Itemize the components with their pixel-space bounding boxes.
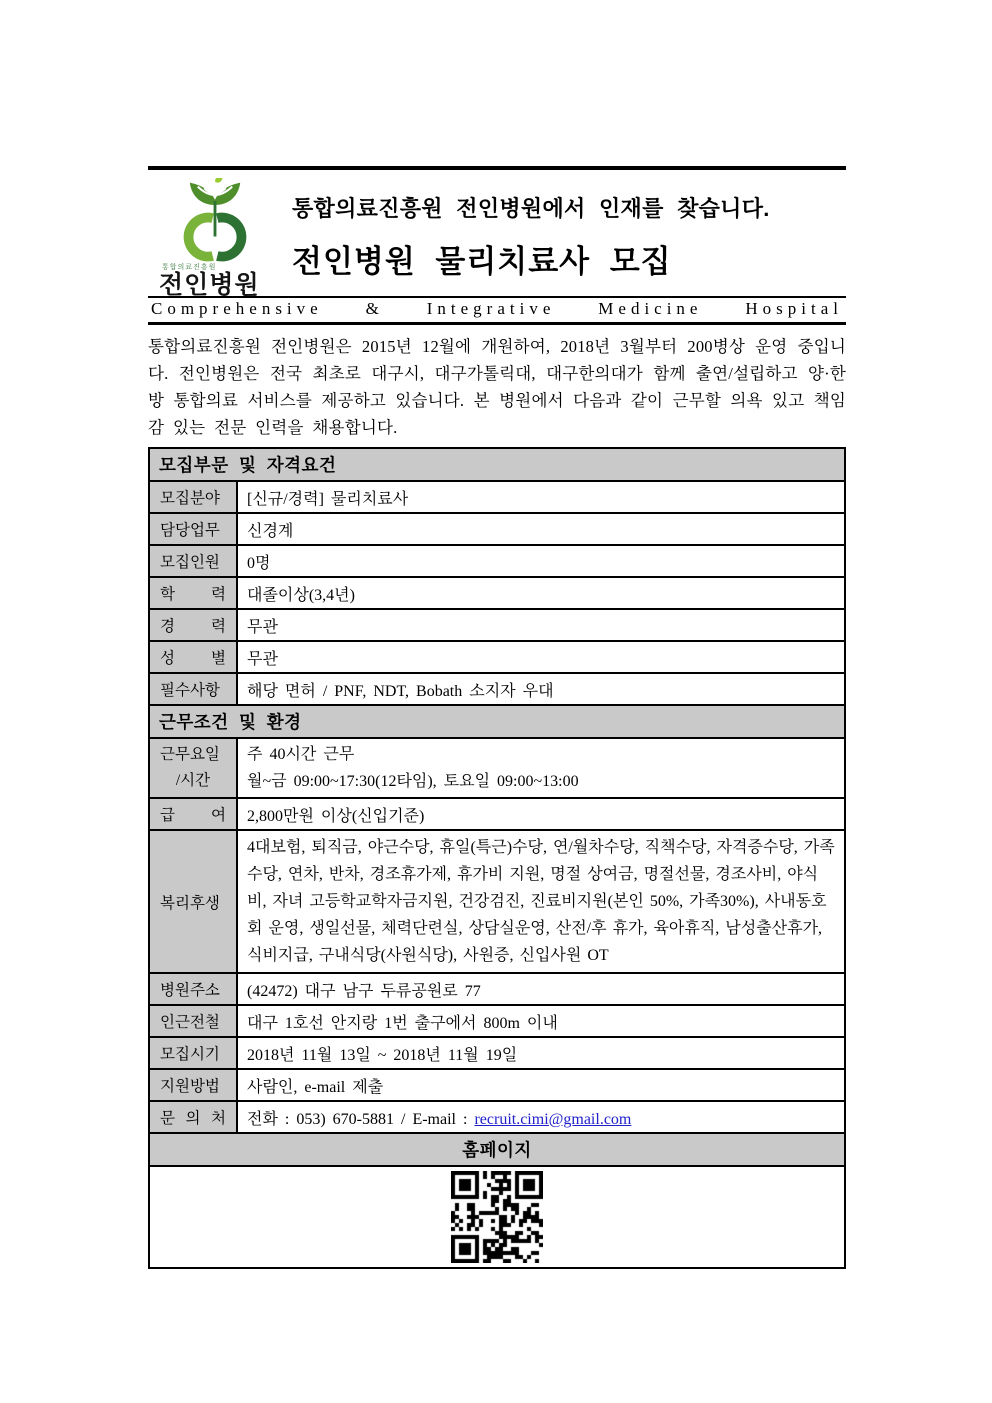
row-value: 무관	[237, 609, 845, 641]
row-label: 성 별	[149, 641, 237, 673]
logo-org-small-text: 통합의료진흥원	[162, 264, 217, 271]
table-row-period	[149, 1037, 845, 1069]
hospital-logo	[154, 176, 276, 299]
row-label: 필수사항	[149, 673, 237, 705]
row-label: 학 력	[149, 577, 237, 609]
row-label: 모집인원	[149, 545, 237, 577]
document-subtitle: 통합의료진흥원 전인병원에서 인재를 찾습니다.	[292, 196, 770, 221]
section-header-homepage: 홈페이지	[149, 1133, 845, 1166]
schedule-value-line1: 주 40시간 근무	[247, 746, 355, 763]
schedule-value-line2: 월~금 09:00~17:30(12타임), 토요일 09:00~13:00	[247, 773, 579, 790]
header	[148, 170, 846, 299]
row-value: (42472) 대구 남구 두류공원로 77	[237, 973, 845, 1005]
table-row-benefits	[149, 830, 845, 973]
row-label: 모집분야	[149, 481, 237, 513]
qr-code	[451, 1171, 543, 1263]
table-row-requirements	[149, 673, 845, 705]
row-value: [신규/경력] 물리치료사	[237, 481, 845, 513]
row-label: 급 여	[149, 798, 237, 830]
table-row-headcount	[149, 545, 845, 577]
table-row-contact	[149, 1101, 845, 1133]
row-value: 4대보험, 퇴직금, 야근수당, 휴일(특근)수당, 연/월차수당, 직책수당, 자격증수당, 가족수당, 연차, 반차, 경조휴가제, 휴가비 지원, 명절 상여금, 명절선물, 경조사비, 야식비, 자녀 고등학교학자금지원, 건강검진, 진료비지원(본인 50%, 가족30%), 사내동호회 운영, 생일선물, 체력단련실, 상담실운영, 산전/후 휴가, 육아휴직, 남성출산휴가, 식비지급, 구내식당(사원식당), 사원증, 신입사원 OT	[237, 830, 845, 973]
section-header-recruitment: 모집부문 및 자격요건	[149, 448, 845, 481]
table-row-qr	[149, 1166, 845, 1268]
table-row-field	[149, 481, 845, 513]
english-banner: Comprehensive & Integrative Medicine Hospital	[148, 296, 846, 325]
table-row-salary	[149, 798, 845, 830]
table-row-subway	[149, 1005, 845, 1037]
table-row-address	[149, 973, 845, 1005]
row-value: 2018년 11월 13일 ~ 2018년 11월 19일	[237, 1037, 845, 1069]
row-label: 경 력	[149, 609, 237, 641]
row-value: 사람인, e-mail 제출	[237, 1069, 845, 1101]
section-header-working-conditions: 근무조건 및 환경	[149, 705, 845, 738]
row-label: 담당업무	[149, 513, 237, 545]
row-value: 신경계	[237, 513, 845, 545]
row-label: 인근전철	[149, 1005, 237, 1037]
row-label: 복리후생	[149, 830, 237, 973]
row-value: 대졸이상(3,4년)	[237, 577, 845, 609]
intro-paragraph: 통합의료진흥원 전인병원은 2015년 12월에 개원하여, 2018년 3월부터 200병상 운영 중입니다. 전인병원은 전국 최초로 대구시, 대구가톨릭대, 대구한의대가 함께 출연/설립하고 양·한방 통합의료 서비스를 제공하고 있습니다. 본 병원에서 다음과 같이 근무할 의욕 있고 책임감 있는 전문 인력을 채용합니다.	[148, 337, 846, 437]
recruitment-table	[148, 447, 846, 1269]
schedule-label-line1: 근무요일	[160, 746, 220, 763]
row-label: 모집시기	[149, 1037, 237, 1069]
qr-cell	[149, 1166, 845, 1268]
row-label: 지원방법	[149, 1069, 237, 1101]
email-link[interactable]: recruit.cimi@gmail.com	[474, 1110, 632, 1128]
row-label: 병원주소	[149, 973, 237, 1005]
contact-phone-text: 전화 : 053) 670-5881 / E-mail :	[247, 1110, 475, 1128]
schedule-label-line2: /시간	[175, 772, 211, 789]
row-label: 문 의 처	[149, 1101, 237, 1133]
table-row-gender	[149, 641, 845, 673]
table-row-education	[149, 577, 845, 609]
table-row-career	[149, 609, 845, 641]
row-value: 해당 면허 / PNF, NDT, Bobath 소지자 우대	[237, 673, 845, 705]
table-row-apply-method	[149, 1069, 845, 1101]
row-value: 무관	[237, 641, 845, 673]
row-value: 2,800만원 이상(신입기준)	[237, 798, 845, 830]
row-value: 0명	[237, 545, 845, 577]
row-value	[237, 1101, 845, 1133]
logo-mark-icon	[159, 178, 271, 264]
table-row-schedule	[149, 738, 845, 798]
row-value	[237, 738, 845, 798]
document-title: 전인병원 물리치료사 모집	[292, 244, 672, 279]
row-value: 대구 1호선 안지랑 1번 출구에서 800m 이내	[237, 1005, 845, 1037]
row-label	[149, 738, 237, 798]
logo-org-name-text: 전인병원	[159, 271, 260, 299]
table-row-duty	[149, 513, 845, 545]
title-block	[292, 176, 770, 281]
